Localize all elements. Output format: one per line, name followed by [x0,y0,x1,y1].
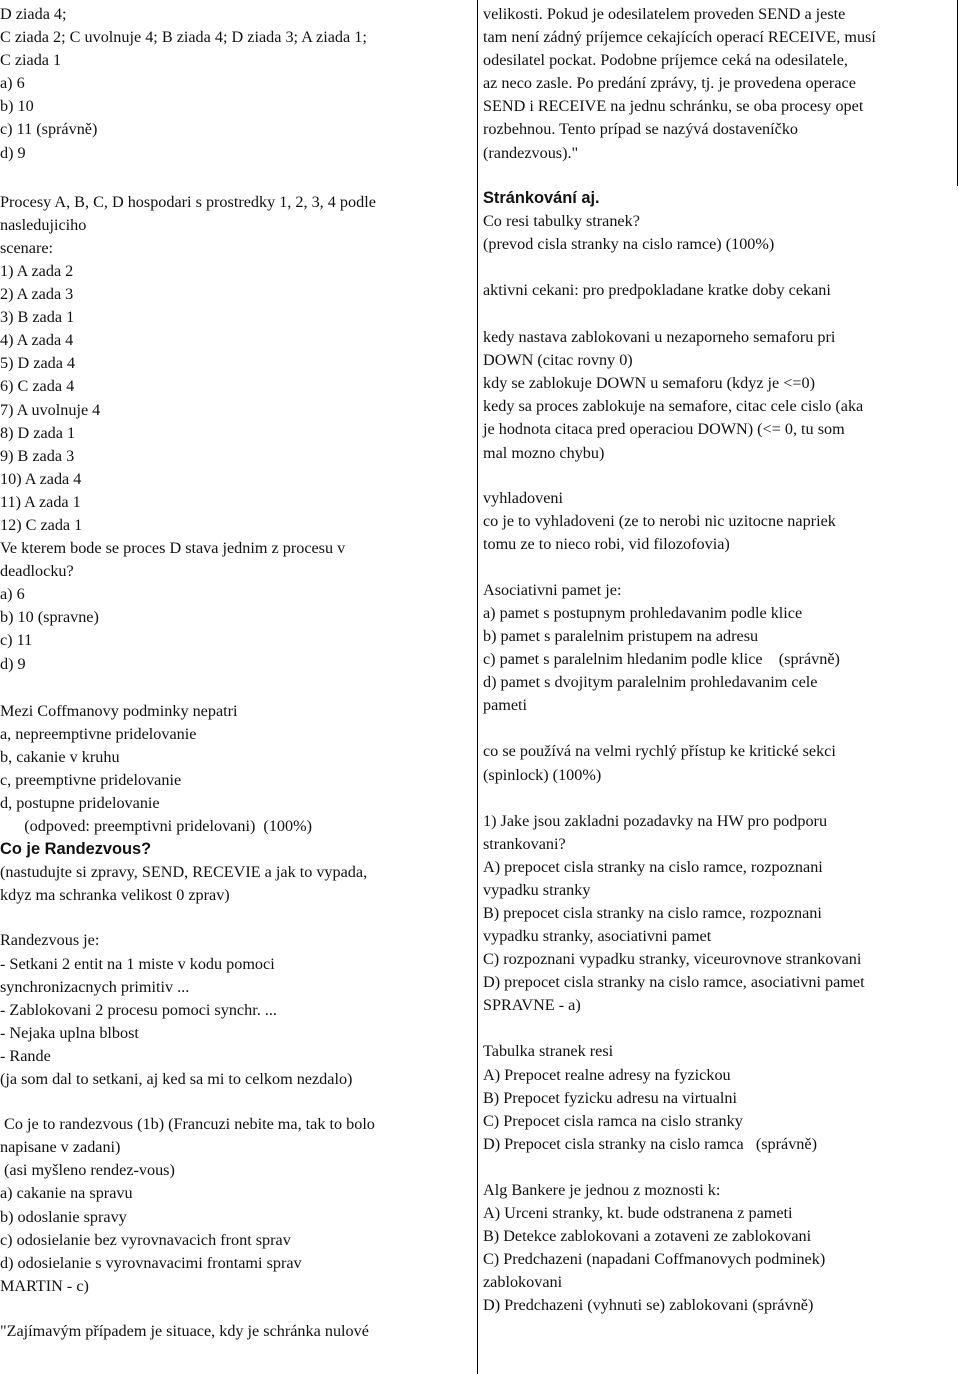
text-line: (odpoved: preemptivni pridelovani) (100%) [0,817,312,836]
text-line: vypadku stranky, asociativni pamet [483,927,712,946]
text-line: nasledujiciho [0,215,87,234]
text-line: Co resi tabulky stranek? [483,211,640,230]
text-line: A) prepocet cisla stranky na cislo ramce, rozpoznani [483,857,823,876]
text-line: d) 9 [0,143,26,162]
text-line: (nastudujte si zpravy, SEND, RECEVIE a jak to vypada, [0,863,368,882]
text-line: b, cakanie v kruhu [0,747,120,766]
text-line: d) 9 [0,654,26,673]
text-line: - Zablokovani 2 procesu pomoci synchr. ... [0,1000,277,1019]
text-line: Randezvous je: [0,931,100,950]
text-line: d) pamet s dvojitym paralelnim prohledavanim cele [483,673,818,692]
text-line: b) 10 [0,97,34,116]
blank-spacer [483,165,959,187]
text-line: zablokovani [483,1273,563,1292]
blank-spacer [0,165,468,191]
text-line: c) pamet s paralelnim hledanim podle klice (správně) [483,650,840,669]
column-divider [477,0,478,1374]
text-line: a) pamet s postupnym prohledavanim podle klice [483,603,803,622]
right-column [483,3,959,1318]
text-line: B) Prepocet fyzicku adresu na virtualni [483,1088,737,1107]
text-line: synchronizacnych primitiv ... [0,977,190,996]
text-line: Tabulka stranek resi [483,1042,614,1061]
text-line: 1) A zada 2 [0,261,74,280]
text-line: b) 10 (spravne) [0,608,99,627]
text-line: SEND i RECEIVE na jednu schránku, se oba procesy opet [483,97,864,116]
section-heading: Co je Randezvous? [0,840,152,859]
text-line: Co je to randezvous (1b) (Francuzi nebite ma, tak to bolo [0,1115,375,1134]
text-line: SPRAVNE - a) [483,996,581,1015]
text-line: 5) D zada 4 [0,354,76,373]
text-line: vypadku stranky [483,880,591,899]
text-line: d) odosielanie s vyrovnavacimi frontami sprav [0,1253,302,1272]
text-line: 7) A uvolnuje 4 [0,400,101,419]
text-line: D) Predchazeni (vyhnuti se) zablokovani (správně) [483,1296,814,1315]
text-line: c) 11 [0,631,33,650]
text-line: napisane v zadani) [0,1138,121,1157]
text-line: B) prepocet cisla stranky na cislo ramce, rozpoznani [483,904,822,922]
text-line: odesilatel pockat. Podobne príjemce ceká na odesilatele, [483,51,848,70]
blank-spacer [483,717,959,740]
text-line: 2) A zada 3 [0,285,74,304]
text-line: Asociativni pamet je: [483,580,622,599]
text-line: "Zajímavým případem je situace, kdy je schránka nulové [0,1321,369,1340]
text-line: D) prepocet cisla stranky na cislo ramce, asociativni pamet [483,973,865,992]
text-line: kdyz ma schranka velikost 0 zprav) [0,886,230,905]
blank-spacer [483,302,959,326]
text-line: A) Prepocet realne adresy na fyzickou [483,1065,731,1084]
text-line: velikosti. Pokud je odesilatelem proveden SEND a jeste [483,5,846,23]
text-line: (randezvous)." [483,143,579,162]
text-line: A) Urceni stranky, kt. bude odstranena z pameti [483,1204,793,1223]
left-column [0,3,468,1343]
text-line: b) odoslanie spravy [0,1207,127,1226]
text-line: 6) C zada 4 [0,377,75,396]
text-line: (spinlock) (100%) [483,765,602,784]
text-line: Ve kterem bode se proces D stava jednim z procesu v [0,539,346,558]
text-line: co se používá na velmi rychlý přístup ke kritické sekci [483,742,836,761]
text-line: pameti [483,696,528,715]
text-line: aktivni cekani: pro predpokladane kratke doby cekani [483,280,831,299]
blank-spacer [0,1091,468,1113]
text-line: C) Predchazeni (napadani Coffmanovych podminek) [483,1250,826,1269]
text-line: kedy sa proces zablokuje na semafore, citac cele cislo (aka [483,397,864,416]
text-line: C) Prepocet cisla ramca na cislo stranky [483,1111,743,1130]
text-line: 11) A zada 1 [0,492,81,511]
text-line: 3) B zada 1 [0,308,75,327]
text-line: kdy se zablokuje DOWN u semaforu (kdyz je <=0) [483,374,816,393]
text-line: 4) A zada 4 [0,331,74,350]
text-line: MARTIN - c) [0,1276,89,1295]
text-line: a, nepreemptivne pridelovanie [0,724,197,743]
text-line: scenare: [0,238,54,257]
text-line: C) rozpoznani vypadku stranky, viceurovnove strankovani [483,950,862,969]
text-line: d, postupne pridelovanie [0,794,160,812]
text-line: 10) A zada 4 [0,469,82,488]
text-line: a) cakanie na spravu [0,1184,133,1203]
text-line: C ziada 1 [0,51,62,70]
text-line: b) pamet s paralelnim pristupem na adresu [483,627,759,646]
text-line: - Rande [0,1046,51,1065]
text-line: tomu ze to nieco robi, vid filozofovia) [483,534,730,553]
text-line: 12) C zada 1 [0,515,83,534]
text-line: B) Detekce zablokovani a zotaveni ze zablokovani [483,1227,812,1246]
text-line: C ziada 2; C uvolnuje 4; B ziada 4; D ziada 3; A ziada 1; [0,28,367,47]
blank-spacer [483,787,959,810]
section-heading: Stránkování aj. [483,188,600,207]
blank-spacer [0,907,468,929]
blank-spacer [483,256,959,279]
text-line: c) 11 (správně) [0,120,98,139]
text-line: rozbehnou. Tento prípad se nazývá dostaveníčko [483,120,799,139]
text-line: deadlocku? [0,562,74,581]
text-line: mal mozno chybu) [483,443,605,462]
text-line: DOWN (citac rovny 0) [483,351,633,370]
text-line: vyhladoveni [483,488,564,507]
text-line: a) 6 [0,585,25,604]
text-line: co je to vyhladoveni (ze to nerobi nic uzitocne napriek [483,511,836,530]
text-line: - Nejaka uplna blbost [0,1023,139,1042]
text-line: c) odosielanie bez vyrovnavacich front sprav [0,1230,291,1249]
text-line: c, preemptivne pridelovanie [0,770,182,789]
text-line: a) 6 [0,74,25,93]
text-line: kedy nastava zablokovani u nezaporneho semaforu pri [483,328,836,347]
text-line: Alg Bankere je jednou z moznosti k: [483,1180,721,1199]
text-line: az neco zasle. Po predání zprávy, tj. je provedena operace [483,74,856,93]
text-line: Mezi Coffmanovy podminky nepatri [0,701,238,720]
blank-spacer [483,465,959,487]
blank-spacer [0,1298,468,1320]
text-line: (asi myšleno rendez-vous) [0,1161,175,1180]
text-line: Procesy A, B, C, D hospodari s prostredky 1, 2, 3, 4 podle [0,192,376,211]
text-line: je hodnota citaca pred operaciou DOWN) (<= 0, tu som [483,420,845,439]
blank-spacer [483,1156,959,1179]
blank-spacer [483,1017,959,1040]
text-line: D) Prepocet cisla stranky na cislo ramca (správně) [483,1134,817,1153]
text-line: 8) D zada 1 [0,423,76,442]
text-line: - Setkani 2 entit na 1 miste v kodu pomoci [0,954,275,973]
text-line: D ziada 4; [0,5,67,23]
text-line: tam není zádný príjemce cekajících operací RECEIVE, musí [483,28,876,47]
blank-spacer [0,676,468,700]
text-line: 1) Jake jsou zakladni pozadavky na HW pro podporu [483,811,828,830]
blank-spacer [483,556,959,579]
text-line: 9) B zada 3 [0,446,75,465]
text-line: (ja som dal to setkani, aj ked sa mi to celkom nezdalo) [0,1070,353,1089]
text-line: (prevod cisla stranky na cislo ramce) (100%) [483,234,775,253]
text-line: strankovani? [483,834,566,853]
